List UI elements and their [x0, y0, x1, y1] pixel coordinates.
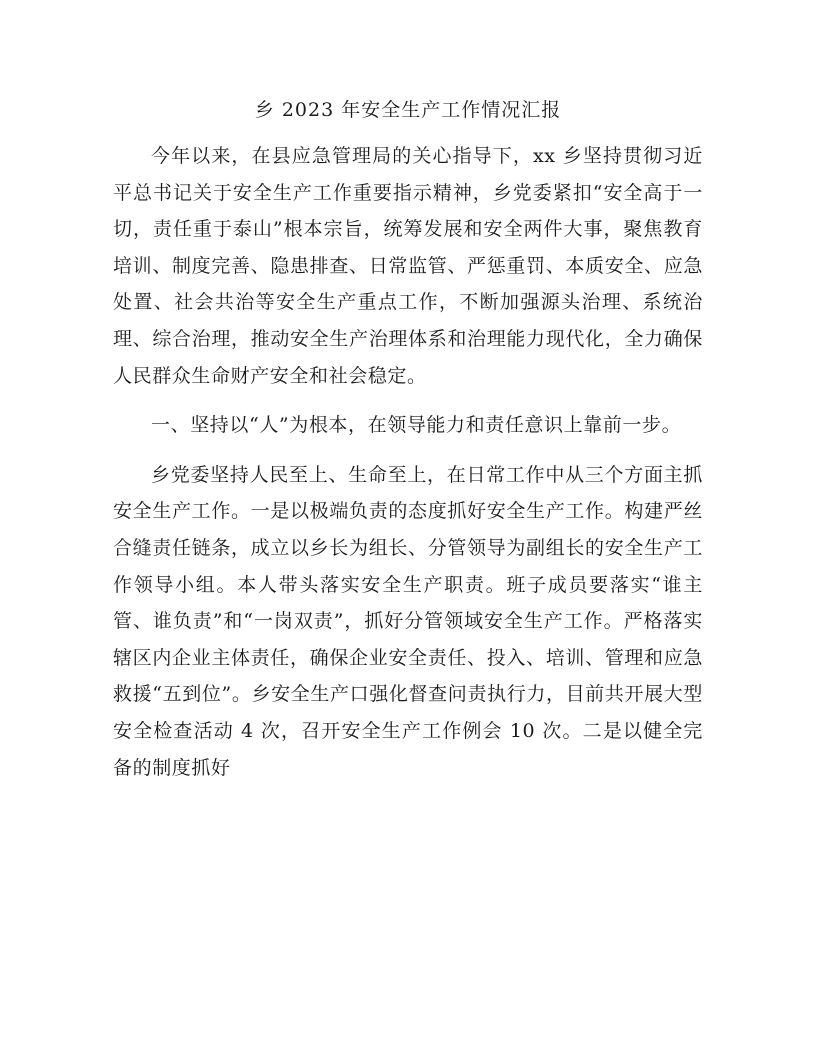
paragraph-section-1: 乡党委坚持人民至上、生命至上，在日常工作中从三个方面主抓安全生产工作。一是以极端负责的态度抓好安全生产工作。构建严丝合缝责任链条，成立以乡长为组长、分管领导为副组长的安全生产工作领导小组。本人带头落实安全生产职责。班子成员要落实“谁主管、谁负责”和“一岗双责”，抓好分管领域安全生产工作。严格落实辖区内企业主体责任，确保企业安全责任、投入、培训、管理和应急救援“五到位”。乡安全生产口强化督查问责执行力，目前共开展大型安全检查活动 4 次，召开安全生产工作例会 10 次。二是以健全完备的制度抓好: [113, 463, 703, 779]
paragraph-intro: 今年以来，在县应急管理局的关心指导下，xx 乡坚持贯彻习近平总书记关于安全生产工作重要指示精神，乡党委紧扣“安全高于一切，责任重于泰山”根本宗旨，统筹发展和安全两件大事，聚焦教育培训、制度完善、隐患排查、日常监管、严惩重罚、本质安全、应急处置、社会共治等安全生产重点工作，不断加强源头治理、系统治理、综合治理，推动安全生产治理体系和治理能力现代化，全力确保人民群众生命财产安全和社会稳定。: [113, 145, 703, 387]
document-title: 乡 2023 年安全生产工作情况汇报: [254, 99, 562, 121]
section-heading-1: 一、坚持以“人”为根本，在领导能力和责任意识上靠前一步。: [151, 414, 682, 437]
document-page: [113, 92, 703, 799]
